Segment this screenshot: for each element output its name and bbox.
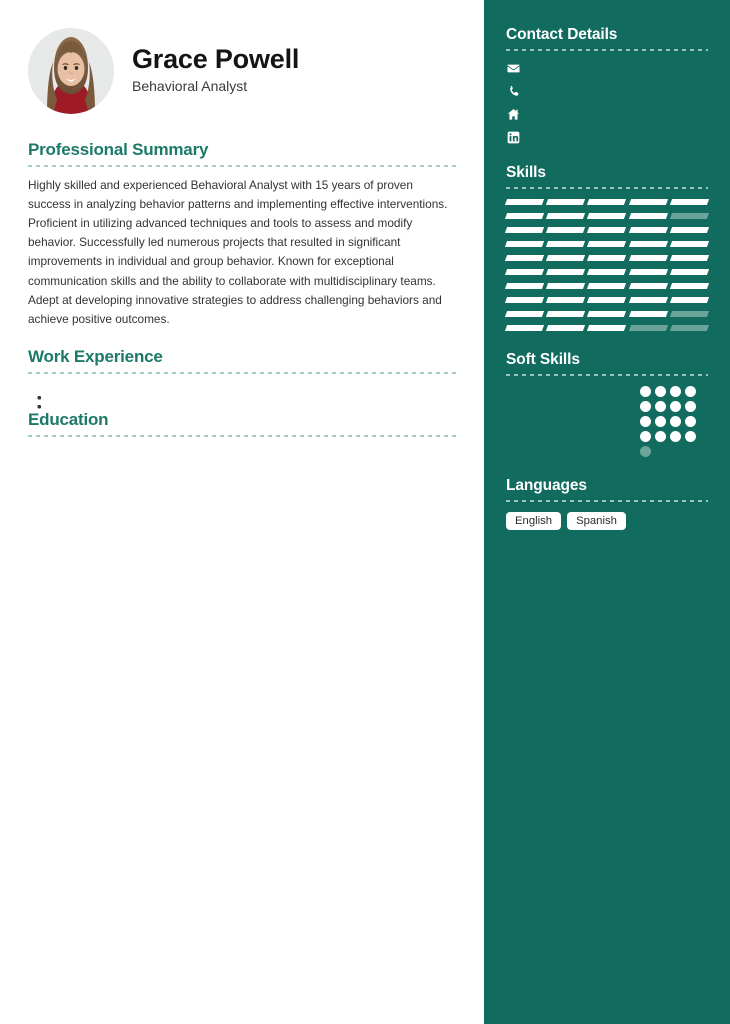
soft-skill-rating <box>640 386 708 397</box>
skill-segment <box>629 241 668 247</box>
soft-skill-dot <box>685 416 696 427</box>
skill-segment <box>670 227 709 233</box>
education-list <box>28 446 456 457</box>
skill-segment <box>505 325 544 331</box>
soft-skill-dot <box>685 431 696 442</box>
skill-item <box>506 213 708 219</box>
contact-item[interactable] <box>506 61 708 75</box>
soft-skill-dot <box>670 431 681 442</box>
page-title: Grace Powell <box>132 43 300 74</box>
section-education <box>28 410 456 457</box>
soft-skill-rating <box>640 446 708 457</box>
skill-segment <box>629 311 668 317</box>
section-professional-summary <box>28 140 456 329</box>
skill-segment <box>587 199 626 205</box>
soft-skill-item <box>506 386 708 397</box>
soft-skill-item <box>506 401 708 412</box>
skills-list <box>506 199 708 331</box>
skill-segment <box>587 283 626 289</box>
soft-skill-dot <box>670 386 681 397</box>
soft-skill-dot <box>640 386 651 397</box>
soft-skill-rating <box>640 416 708 427</box>
skill-segment <box>546 297 585 303</box>
skill-segment <box>670 241 709 247</box>
skill-level-bar <box>506 199 708 205</box>
section-title-soft-skills: Soft Skills <box>506 351 580 368</box>
section-skills <box>506 164 708 331</box>
skill-segment <box>546 255 585 261</box>
divider <box>506 500 708 502</box>
skill-segment <box>546 213 585 219</box>
contact-item[interactable] <box>506 130 708 144</box>
skill-segment <box>629 199 668 205</box>
skill-segment <box>670 255 709 261</box>
skill-segment <box>546 227 585 233</box>
skill-segment <box>587 311 626 317</box>
soft-skill-dot <box>670 416 681 427</box>
skill-segment <box>587 269 626 275</box>
skill-segment <box>629 213 668 219</box>
section-title-languages: Languages <box>506 477 587 494</box>
divider <box>506 49 708 51</box>
skill-segment <box>505 199 544 205</box>
profile-photo-illustration <box>28 28 114 114</box>
divider <box>506 187 708 189</box>
resume-header <box>28 28 456 114</box>
soft-skill-rating <box>640 401 708 412</box>
skill-segment <box>505 241 544 247</box>
skill-segment <box>505 269 544 275</box>
skill-item <box>506 241 708 247</box>
phone-icon <box>506 84 520 98</box>
soft-skill-rating <box>640 431 708 442</box>
skill-level-bar <box>506 255 708 261</box>
skill-segment <box>505 255 544 261</box>
soft-skill-dot <box>655 401 666 412</box>
divider <box>506 374 708 376</box>
skill-segment <box>587 255 626 261</box>
skill-segment <box>587 241 626 247</box>
skill-item <box>506 227 708 233</box>
skill-segment <box>670 325 709 331</box>
skill-segment <box>546 241 585 247</box>
divider <box>28 372 456 374</box>
skill-segment <box>629 255 668 261</box>
skill-level-bar <box>506 311 708 317</box>
language-chip[interactable]: Spanish <box>567 512 626 530</box>
skill-item <box>506 283 708 289</box>
home-icon <box>506 107 520 121</box>
soft-skill-item <box>506 431 708 442</box>
soft-skill-dot <box>670 401 681 412</box>
skill-segment <box>505 297 544 303</box>
sidebar <box>484 0 730 1024</box>
skill-level-bar <box>506 241 708 247</box>
skill-segment <box>670 297 709 303</box>
name-block <box>132 44 299 98</box>
section-title-education: Education <box>28 409 109 429</box>
skill-segment <box>670 311 709 317</box>
soft-skill-dot <box>685 386 696 397</box>
soft-skill-dot <box>640 416 651 427</box>
avatar <box>28 28 114 114</box>
soft-skill-dot <box>640 446 651 457</box>
divider <box>28 165 456 167</box>
skill-item <box>506 325 708 331</box>
skill-level-bar <box>506 283 708 289</box>
skill-item <box>506 255 708 261</box>
job-role: Behavioral Analyst <box>132 78 248 95</box>
soft-skill-dot <box>655 416 666 427</box>
skill-segment <box>587 213 626 219</box>
skill-item <box>506 269 708 275</box>
linkedin-icon <box>506 130 520 144</box>
skill-segment <box>629 297 668 303</box>
skill-level-bar <box>506 325 708 331</box>
section-title-work: Work Experience <box>28 346 163 366</box>
section-work-experience <box>28 347 456 392</box>
skill-item <box>506 311 708 317</box>
skill-segment <box>629 269 668 275</box>
soft-skill-dot <box>640 401 651 412</box>
skill-segment <box>546 325 585 331</box>
section-title-contact: Contact Details <box>506 26 618 43</box>
skill-segment <box>546 199 585 205</box>
skill-segment <box>546 283 585 289</box>
skill-segment <box>629 283 668 289</box>
skill-segment <box>670 199 709 205</box>
contact-item[interactable] <box>506 107 708 121</box>
section-languages <box>506 477 708 530</box>
divider <box>28 435 456 437</box>
skill-segment <box>546 311 585 317</box>
skill-segment <box>505 227 544 233</box>
contact-item[interactable] <box>506 84 708 98</box>
skill-level-bar <box>506 297 708 303</box>
summary-text: Highly skilled and experienced Behavioral Analyst with 15 years of proven success in analyzing behavior patterns and implementing effective interventions. Proficient in utilizing advanced techniques and tools to assess and modify behavior. Successfully led numerous projects that resulted in significant improvements in individual and group behavior. Known for exceptional communication skills and the ability to collaborate with multidisciplinary teams. Adept at developing innovative strategies to address challenging behaviors and achieve positive outcomes. <box>28 178 448 326</box>
section-soft-skills <box>506 351 708 457</box>
soft-skills-list <box>506 386 708 457</box>
language-chip[interactable]: English <box>506 512 561 530</box>
skill-segment <box>587 325 626 331</box>
skill-segment <box>505 283 544 289</box>
skill-level-bar <box>506 269 708 275</box>
soft-skill-item <box>506 416 708 427</box>
skill-segment <box>670 213 709 219</box>
work-list <box>28 383 456 392</box>
section-title-summary: Professional Summary <box>28 140 209 159</box>
skill-segment <box>546 269 585 275</box>
soft-skill-dot <box>685 401 696 412</box>
skill-item <box>506 297 708 303</box>
section-title-skills: Skills <box>506 164 546 181</box>
skill-segment <box>670 283 709 289</box>
skill-segment <box>670 269 709 275</box>
skill-segment <box>587 227 626 233</box>
soft-skill-dot <box>655 431 666 442</box>
skill-segment <box>587 297 626 303</box>
contact-list <box>506 61 708 144</box>
skill-segment <box>629 325 668 331</box>
soft-skill-dot <box>655 386 666 397</box>
envelope-icon <box>506 61 520 75</box>
section-contact-details <box>506 26 708 144</box>
skill-segment <box>505 311 544 317</box>
language-chip-list <box>506 512 708 530</box>
soft-skill-dot <box>640 431 651 442</box>
skill-segment <box>629 227 668 233</box>
skill-level-bar <box>506 227 708 233</box>
soft-skill-trailing-dot-row <box>506 446 708 457</box>
skill-level-bar <box>506 213 708 219</box>
skill-item <box>506 199 708 205</box>
skill-segment <box>505 213 544 219</box>
